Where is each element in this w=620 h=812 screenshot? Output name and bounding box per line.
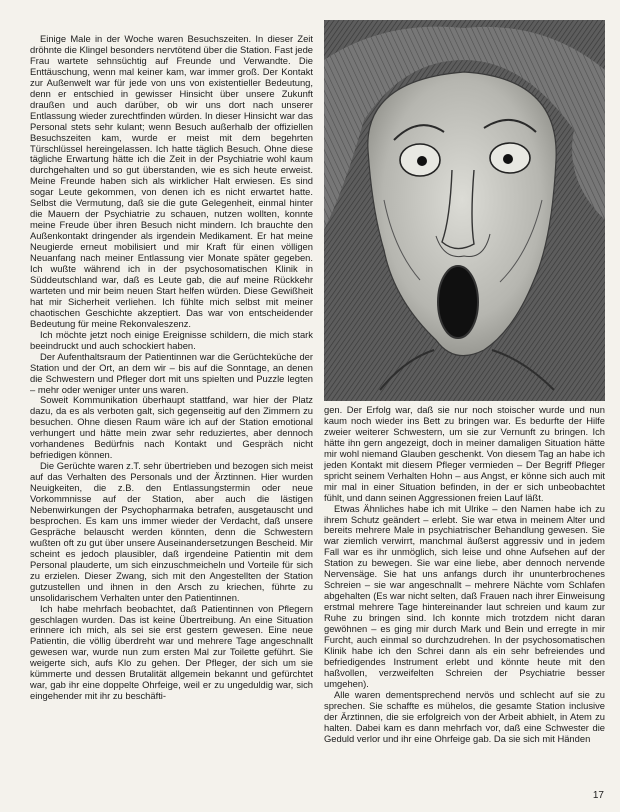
paragraph: Der Aufenthaltsraum der Patientinnen war die Gerüchteküche der Station und der Ort, an dem wir – bis auf die Sonntage, an denen die Schwestern und Pfleger dort mit uns spielten und Puzzle legten – mehr oder weniger unter uns waren. [30,350,313,395]
paragraph: gen. Der Erfolg war, daß sie nur noch stoischer wurde und nun kaum noch wieder ins Bett zu bringen war. Es bedurfte der Hilfe zweier weiterer Schwestern, um sie zur Vernunft zu bringen. Ich hätte ihn gern angezeigt, doch in meiner damaligen Situation hätte mir wohl niemand Glauben geschenkt. Von diesem Tag an habe ich jeden Kontakt mit diesem Pfleger vermieden – Der Begriff Pfleger spricht seinem Verhalten Hohn – aus Angst, er könne sich auch mit mir mal in einer Situation befinden, in der er sich unbeobachtet fühlt, und dann seinen Aggressionen freien Lauf läßt. [324,404,605,503]
paragraph: Etwas Ähnliches habe ich mit Ulrike – den Namen habe ich zu ihrem Schutz geändert – erlebt. Sie war etwa in meinem Alter und bereits mehrere Male in psychiatrischer Behandlung gewesen. Sie war ziemlich verwirrt, manchmal äußerst aggressiv und in jedem Fall war es ihr unmöglich, sich leise und ohne Aufsehen auf der Station zu bewegen. Sie war eine liebe, aber dennoch nervende Nervensäge. Sie hat uns anfangs durch ihr ununterbrochenes Schreien – sie war angeschnallt – mehrere Nächte vom Schlafen abgehalten (Es war nicht selten, daß Frauen nach ihrer Einweisung erstmal mehrere Tage hintereinander laut schreien und kaum zur Ruhe zu bringen sind. Ich konnte mich trotzdem nicht daran gewöhnen – es ging mir durch Mark und Bein und erregte in mir Furcht, auch einmal so durchzudrehen. In der psychosomatischen Klinik habe ich den Schrei dann als ein sehr befreiendes und befriedigendes Instrument erlebt und könnte heute mit den haßvollen, verzweifelten Schreien der Psychiatrie besser umgehen). [324,502,605,689]
paragraph: Ich habe mehrfach beobachtet, daß Patientinnen von Pflegern geschlagen wurden. Das ist keine Übertreibung. An eine Situation erinnere ich mich, als sei sie erst gestern gewesen. Eine neue Patientin, die völlig überdreht war und mehrere Tage angeschnallt gewesen war, wurde nun zum ersten Mal zur Toilette geführt. Sie weigerte sich, aufs Klo zu gehen. Der Pfleger, der sich um sie kümmerte und dessen Brutalität allgemein bekannt und gefürchtet war, gab ihr eine doppelte Ohrfeige, weil er zu ungeduldig war, sich eingehender mit ihr zu beschäfti- [30,602,313,702]
right-text-column [324,405,605,745]
page-number: 17 [592,790,604,801]
paragraph: Ich möchte jetzt noch einige Ereignisse schildern, die mich stark beeindruckt und auch schockiert haben. [30,328,313,351]
paragraph: Alle waren dementsprechend nervös und schlecht auf sie zu sprechen. Sie schaffte es mühelos, die gesamte Station inclusive der Ärztinnen, die sie erfolgreich von der Arbeit abhielt, in Atem zu halten. Dabei kam es dann mehrfach vor, daß eine Schwester die Geduld verlor und ihr eine Ohrfeige gab. Da sie sich mit Händen [324,688,605,744]
paragraph: Einige Male in der Woche waren Besuchszeiten. In dieser Zeit dröhnte die Klingel besonders nervtötend über die Station. Fast jede Frau wartete sehnsüchtig auf Freunde und Verwandte. Die Enttäuschung, wenn mal keiner kam, war immer groß. Der Kontakt zur Außenwelt war für jede von uns von existentieller Bedeutung, denn er entschied in gewisser Hinsicht über unsere Zukunft draußen und auch darüber, ob wir uns dort nach unserer Entlassung wieder zurechtfinden würden. In dieser Hinsicht war das Personal stets sehr kulant; wenn Besuch außerhalb der offiziellen Besuchszeiten kam, wurde er meist mit dem begehrten Türschlüssel hereingelassen. Ich hatte täglich Besuch. Ohne diese tägliche Erwartung hätte ich die Zeit in der Psychiatrie wohl kaum durchgehalten und so gut überstanden, wie es sich heute erweist. Meine Freunde haben sich als wirklicher Halt erwiesen. Es sind sogar Leute gekommen, von denen ich es nicht erwartet hatte. Selbst die Vermutung, daß sie die gute Gelegenheit, einmal hinter die Mauern der Psychiatrie zu schauen, nutzen wollten, konnte meine Freude über ihren Besuch nicht mindern. Ich brauchte den Außenkontakt dringender als irgendein Medikament. Er hat meine Neugierde erneut mobilisiert und mir Kraft für einen völligen Neuanfang nach meiner Entlassung vier Monate später gegeben. Ich wußte während ich in der psychosomatischen Klinik in Süddeutschland war, daß es Leute gab, die auf meine Rückkehr warteten und mir beim neuen Start helfen würden. Diese Gewißheit hat mir Sicherheit verliehen. Ich fühlte mich selbst mit meiner chaotischen Geschichte akzeptiert. Das war von entscheidender Bedeutung für meine Rekonvaleszenz. [30,33,313,329]
paragraph: Soweit Kommunikation überhaupt stattfand, war hier der Platz dazu, da es als verboten galt, sich gegenseitig auf den Zimmern zu besuchen. Ohne diesen Raum wäre ich auf der Station emotional verhungert und hätte mein zwar sehr reduziertes, aber dennoch vorhandenes Bedürfnis nach Kontakt und Gespräch nicht befriedigen können. [30,394,313,461]
paragraph: Die Gerüchte waren z.T. sehr übertrieben und bezogen sich meist auf das Verhalten des Personals und der Ärztinnen. Hier wurden Neuigkeiten, die z.B. den Entlassungstermin oder neue Vorkommnisse auf der Station, aber auch die lästigen Nebenwirkungen der Psychopharmaka betrafen, ausgetauscht und besprochen. Es kam uns immer wieder der Verdacht, daß unsere Gespräche belauscht werden könnten, denn die Schwestern wußten oft zu gut über unsere Auseinandersetzungen Bescheid. Mir scheint es jedoch plausibler, daß irgendeine Patientin mit dem Personal plauderte, um sich einzuschmeicheln und Vorteile für sich zu erzielen. Dieser Zwang, sich mit den Angestellten der Station gutzustellen und ihnen in den Arsch zu kriechen, führte zu unsolidarischem Verhalten unter den Patientinnen. [30,460,313,603]
left-text-column [30,34,313,702]
screaming-face-illustration [324,20,605,401]
